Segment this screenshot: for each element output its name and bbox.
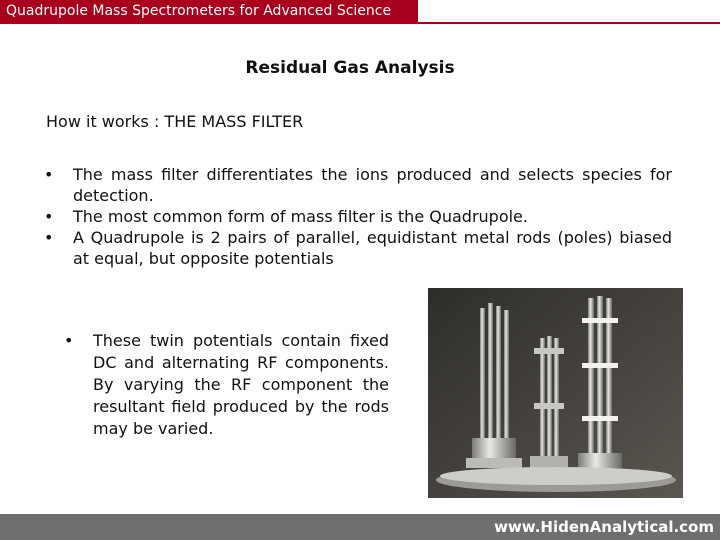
bullet-item [44,227,672,269]
bullet-item [44,206,672,227]
bullet-icon: • [44,165,54,184]
quadrupole-rods-illustration [428,288,683,498]
bullet-text: The most common form of mass filter is the Quadrupole. [73,207,528,226]
footer-website-link[interactable]: www.HidenAnalytical.com [494,518,714,536]
bullet-icon: • [44,207,54,226]
slide-title: Residual Gas Analysis [245,58,455,78]
bullet-icon: • [64,331,74,350]
header-banner [0,0,418,22]
sub-bullet-item [64,330,389,440]
bullet-icon: • [44,228,54,247]
sub-bullet-list [64,330,389,440]
footer-bar [0,514,720,540]
sub-bullet-text: These twin potentials contain fixed DC and alternating RF components. By varying the RF component the resultant field produced by the rods may be varied. [93,331,389,438]
quadrupole-photo [428,288,683,498]
bullet-text: The mass filter differentiates the ions produced and selects species for detection. [73,165,672,205]
header-title: Quadrupole Mass Spectrometers for Advanced Science [6,3,392,19]
header-divider [0,22,720,24]
bullet-list [44,164,672,269]
bullet-text: A Quadrupole is 2 pairs of parallel, equidistant metal rods (poles) biased at equal, but opposite potentials [73,228,672,268]
bullet-item [44,164,672,206]
slide-subtitle: How it works : THE MASS FILTER [46,112,304,131]
